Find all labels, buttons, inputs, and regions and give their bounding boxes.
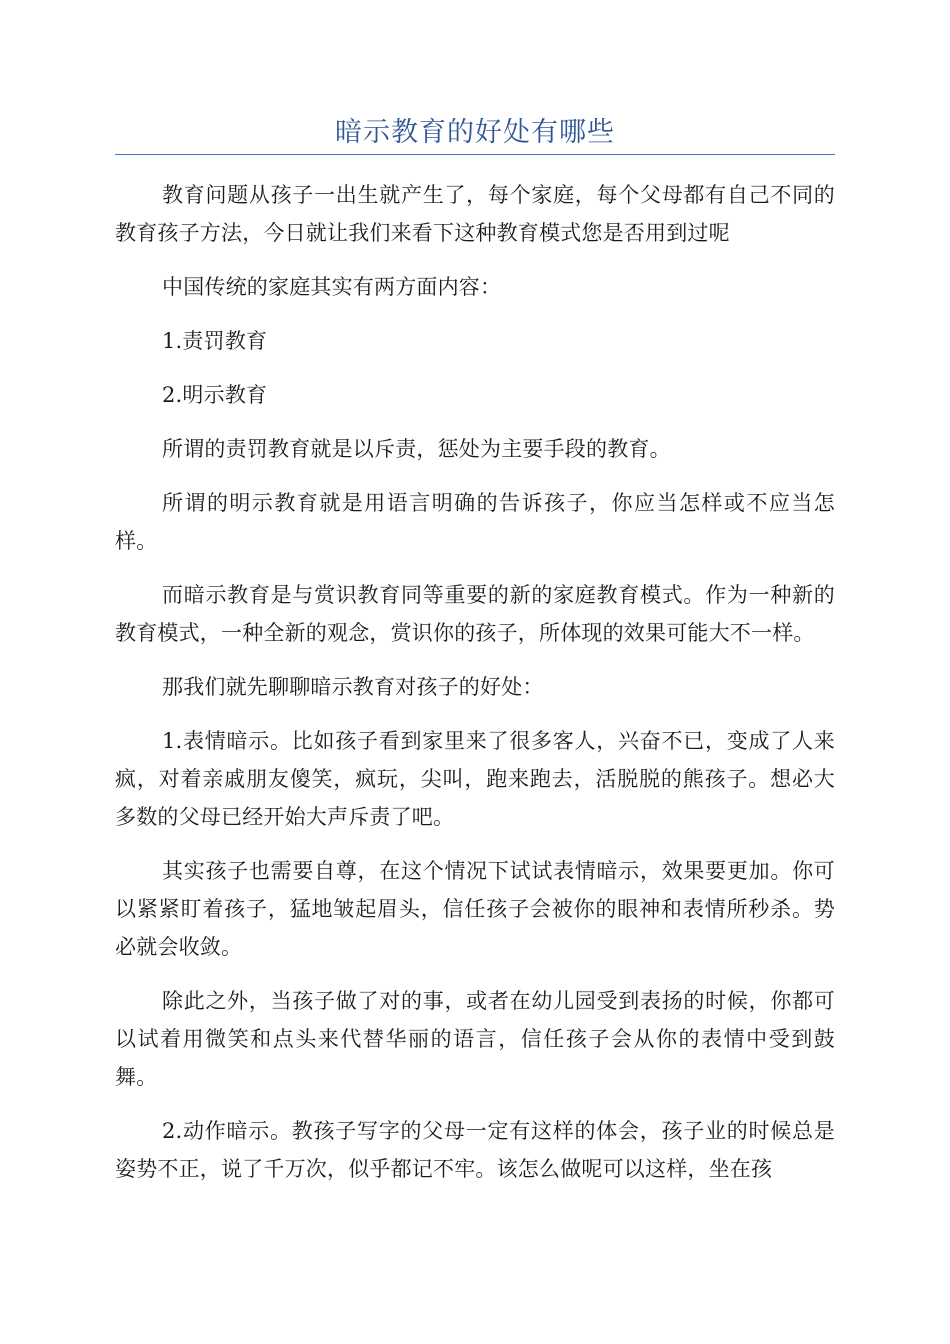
page-title: 暗示教育的好处有哪些	[335, 117, 615, 148]
list-item: 2.明示教育	[162, 383, 268, 407]
paragraph: 除此之外，当孩子做了对的事，或者在幼儿园受到表扬的时候，你都可以试着用微笑和点头来代替华丽的语言，信任孩子会从你的表情中受到鼓舞。	[115, 989, 835, 1089]
document-body	[115, 176, 835, 1204]
paragraph: 所谓的责罚教育就是以斥责，惩处为主要手段的教育。	[162, 437, 671, 461]
list-item: 1.责罚教育	[162, 329, 268, 353]
paragraph: 2.动作暗示。教孩子写字的父母一定有这样的体会，孩子业的时候总是姿势不正，说了千万次，似乎都记不牢。该怎么做呢可以这样，坐在孩	[115, 1119, 835, 1181]
paragraph: 其实孩子也需要自尊，在这个情况下试试表情暗示，效果要更加。你可以紧紧盯着孩子，猛地皱起眉头，信任孩子会被你的眼神和表情所秒杀。势必就会收敛。	[115, 859, 835, 959]
paragraph: 那我们就先聊聊暗示教育对孩子的好处：	[162, 675, 544, 699]
paragraph: 所谓的明示教育就是用语言明确的告诉孩子，你应当怎样或不应当怎样。	[115, 491, 835, 553]
paragraph: 而暗示教育是与赏识教育同等重要的新的家庭教育模式。作为一种新的教育模式，一种全新的观念，赏识你的孩子，所体现的效果可能大不一样。	[115, 583, 835, 645]
title-underline	[115, 154, 835, 155]
paragraph: 教育问题从孩子一出生就产生了，每个家庭，每个父母都有自己不同的教育孩子方法，今日就让我们来看下这种教育模式您是否用到过呢	[115, 183, 835, 245]
paragraph: 中国传统的家庭其实有两方面内容：	[162, 275, 502, 299]
paragraph: 1.表情暗示。比如孩子看到家里来了很多客人，兴奋不已，变成了人来疯，对着亲戚朋友傻笑，疯玩，尖叫，跑来跑去，活脱脱的熊孩子。想必大多数的父母已经开始大声斥责了吧。	[115, 729, 835, 829]
